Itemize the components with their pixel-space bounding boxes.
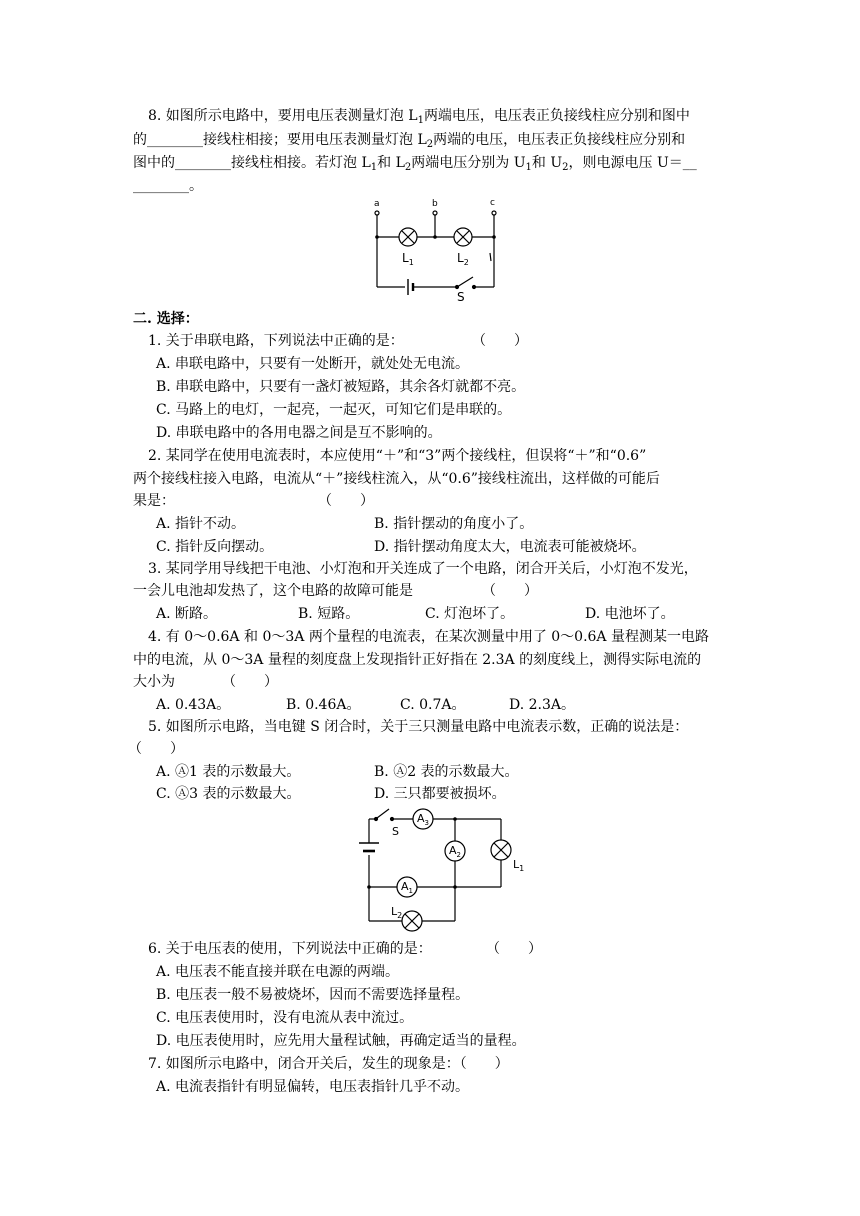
q7-stem: 7. 如图所示电路中，闭合开关后，发生的现象是：（ ） xyxy=(148,1056,509,1072)
q3-line-2: 一会儿电池却发热了，这个电路的故障可能是 xyxy=(133,583,413,599)
label-s: S xyxy=(457,290,465,304)
terminal-b xyxy=(433,211,437,215)
q8-line-2 xyxy=(133,130,685,155)
q6-option-a: A. 电压表不能直接并联在电源的两端。 xyxy=(156,964,400,980)
section-2-title: 二. 选择： xyxy=(133,311,199,327)
q8-text: 两端电压分别为 U xyxy=(411,155,526,171)
q8-text: 和 U xyxy=(531,155,563,171)
q8-text: 两端电压，电压表正负接线柱应分别和图中 xyxy=(423,108,690,124)
q8-text: 和 L xyxy=(377,155,405,171)
q6-option-d: D. 电压表使用时，应先用大量程试触，再确定适当的量程。 xyxy=(156,1033,526,1049)
label-a2: $A_2$ xyxy=(449,844,461,859)
q8-subscript: 1 xyxy=(370,162,378,173)
q2-option-c: C. 指针反向摆动。 xyxy=(156,539,274,555)
q5-option-b: B. Ⓐ2 表的示数最大。 xyxy=(374,764,519,780)
q5-option-a: A. Ⓐ1 表的示数最大。 xyxy=(156,764,301,780)
q8-text: 8. 如图所示电路中，要用电压表测量灯泡 L xyxy=(148,108,418,124)
q5-answer-paren: （ ） xyxy=(128,741,184,757)
q4-option-b: B. 0.46A。 xyxy=(286,697,361,713)
q6-option-c: C. 电压表使用时，没有电流从表中流过。 xyxy=(156,1010,414,1026)
terminal-c xyxy=(492,211,496,215)
q2-line-1: 2. 某同学在使用电流表时，本应使用“＋”和“3”两个接线柱，但误将“＋”和“0.6” xyxy=(148,448,647,464)
q8-subscript: 1 xyxy=(525,162,532,173)
q1-stem xyxy=(148,331,404,351)
q8-subscript: 2 xyxy=(426,139,434,150)
q4-line-1: 4. 有 0～0.6A 和 0～3A 两个量程的电流表，在某次测量中用了 0～0.6A 量程测某一电路 xyxy=(148,629,709,645)
label-l1: $L_1$ xyxy=(402,251,414,267)
q5-line-1: 5. 如图所示电路，当电键 S 闭合时，关于三只测量电路中电流表示数，正确的说法是： xyxy=(148,719,689,735)
q3-option-b: B. 短路。 xyxy=(298,606,360,622)
label-l2: $L_2$ xyxy=(457,251,469,267)
q3-line-1: 3. 某同学用导线把干电池、小灯泡和开关连成了一个电路，闭合开关后，小灯泡不发光， xyxy=(148,561,698,577)
q5-option-c: C. Ⓐ3 表的示数最大。 xyxy=(156,786,301,802)
q4-option-d: D. 2.3A。 xyxy=(509,697,576,713)
q8-text: 两端的电压，电压表正负接线柱应分别和 xyxy=(433,132,686,148)
q1-option-b: B. 串联电路中，只要有一盏灯被短路，其余各灯就都不亮。 xyxy=(156,379,526,395)
q2-line-3: 果是： xyxy=(133,493,175,509)
q3-option-a: A. 断路。 xyxy=(156,606,218,622)
q1-answer-paren: （ ） xyxy=(472,333,528,349)
q8-line-4 xyxy=(133,176,203,196)
q5-option-d: D. 三只都要被损坏。 xyxy=(374,786,506,802)
q4-line-2: 中的电流，从 0～3A 量程的刻度盘上发现指针正好指在 2.3A 的刻度线上，测得实际电流的 xyxy=(133,652,702,668)
q2-option-d: D. 指针摆动角度太大，电流表可能被烧坏。 xyxy=(374,539,646,555)
label-l2: $L_2$ xyxy=(391,905,403,920)
q8-text: 的________接线柱相接；要用电压表测量灯泡 L xyxy=(133,132,427,148)
q6-answer-paren: （ ） xyxy=(486,941,542,957)
q6-option-b: B. 电压表一般不易被烧坏，因而不需要选择量程。 xyxy=(156,987,470,1003)
q1-option-a: A. 串联电路中，只要有一处断开，就处处无电流。 xyxy=(156,356,470,372)
label-a3: $A_3$ xyxy=(417,812,429,827)
q8-circuit-diagram xyxy=(360,195,510,303)
q2-option-b: B. 指针摆动的角度小了。 xyxy=(374,516,534,532)
q7-option-a: A. 电流表指针有明显偏转，电压表指针几乎不动。 xyxy=(156,1079,470,1095)
q8-text: ________。 xyxy=(133,178,203,194)
q8-subscript: 2 xyxy=(562,162,569,173)
q2-answer-paren: （ ） xyxy=(318,493,374,509)
q8-subscript: 1 xyxy=(417,115,424,126)
q6-stem: 6. 关于电压表的使用，下列说法中正确的是： xyxy=(148,941,432,957)
q8-text: ，则电源电压 U＝__ xyxy=(568,155,697,171)
q8-line-3 xyxy=(133,153,697,178)
q8-line-1 xyxy=(148,106,690,131)
q4-option-c: C. 0.7A。 xyxy=(400,697,466,713)
q3-answer-paren: （ ） xyxy=(482,583,538,599)
q4-option-a: A. 0.43A。 xyxy=(156,697,231,713)
q1-option-d: D. 串联电路中的各用电器之间是互不影响的。 xyxy=(156,425,442,441)
q2-line-2: 两个接线柱接入电路，电流从“＋”接线柱流入，从“0.6”接线柱流出，这样做的可能后 xyxy=(133,471,660,487)
q1-option-c: C. 马路上的电灯，一起亮，一起灭，可知它们是串联的。 xyxy=(156,402,512,418)
q4-answer-paren: （ ） xyxy=(222,674,278,690)
q3-option-c: C. 灯泡坏了。 xyxy=(425,606,515,622)
label-c: c xyxy=(490,198,495,208)
label-a: a xyxy=(374,199,380,209)
q8-text: 图中的________接线柱相接。若灯泡 L xyxy=(133,155,371,171)
label-a1: $A_1$ xyxy=(401,880,413,895)
label-b: b xyxy=(432,199,438,209)
q1-stem-text: 1. 关于串联电路，下列说法中正确的是： xyxy=(148,333,404,349)
q2-option-a: A. 指针不动。 xyxy=(156,516,246,532)
q5-circuit-diagram xyxy=(355,805,555,935)
terminal-a xyxy=(375,211,379,215)
q4-line-3: 大小为 xyxy=(133,674,175,690)
q3-option-d: D. 电池坏了。 xyxy=(585,606,675,622)
label-l1: $L_1$ xyxy=(513,858,525,873)
q8-subscript: 2 xyxy=(404,162,412,173)
label-s: S xyxy=(392,825,399,838)
